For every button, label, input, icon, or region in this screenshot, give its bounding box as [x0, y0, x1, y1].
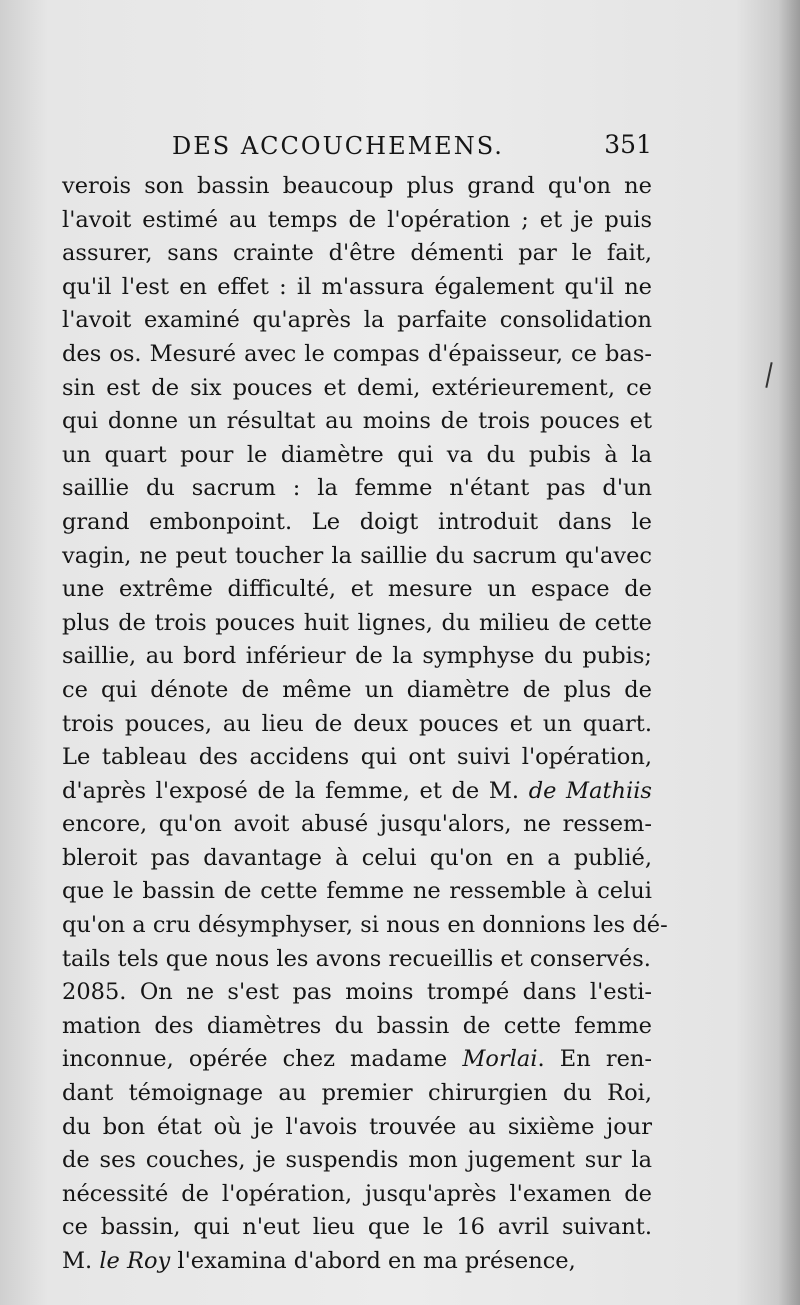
text-line: l'avoit examiné qu'après la parfaite consolidation — [62, 307, 652, 334]
text-line: qu'on a cru désymphyser, si nous en donnions les dé- — [62, 912, 668, 939]
text-segment: M. — [62, 1248, 100, 1274]
text-line: que le bassin de cette femme ne ressemble à celui — [62, 878, 652, 905]
text-segment: d'après l'exposé de la femme, et de M. — [62, 777, 529, 804]
text-line: trois pouces, au lieu de deux pouces et un quart. — [62, 710, 652, 737]
italic-name: de Mathiis — [528, 777, 652, 804]
text-line: ce qui dénote de même un diamètre de plus de — [62, 676, 652, 703]
text-line: saillie, au bord inférieur de la symphyse du pubis; — [62, 643, 652, 670]
text-line: du bon état où je l'avois trouvée au sixième jour — [62, 1113, 652, 1140]
text-line: plus de trois pouces huit lignes, du milieu de cette — [62, 609, 652, 636]
page-header — [172, 128, 652, 168]
text-line: 2085. On ne s'est pas moins trompé dans l'esti- — [62, 979, 652, 1006]
text-line: qui donne un résultat au moins de trois pouces et — [62, 408, 652, 435]
page-number: 351 — [604, 130, 652, 159]
margin-pencil-mark — [765, 362, 772, 388]
text-line: encore, qu'on avoit abusé jusqu'alors, ne ressem- — [62, 811, 652, 838]
text-line — [62, 1043, 652, 1077]
text-line: bleroit pas davantage à celui qu'on en a publié, — [62, 844, 652, 871]
body-text — [62, 170, 668, 1279]
text-line: saillie du sacrum : la femme n'étant pas d'un — [62, 475, 652, 502]
italic-name: Morlai — [462, 1046, 538, 1073]
text-line: tails tels que nous les avons recueillis et conservés. — [62, 945, 651, 972]
text-line: vagin, ne peut toucher la saillie du sacrum qu'avec — [62, 542, 652, 569]
text-line: sin est de six pouces et demi, extérieurement, ce — [62, 374, 652, 401]
text-line: Le tableau des accidens qui ont suivi l'opération, — [62, 744, 652, 771]
text-line: dant témoignage au premier chirurgien du Roi, — [62, 1080, 652, 1107]
text-line: mation des diamètres du bassin de cette femme — [62, 1012, 652, 1039]
text-line — [62, 775, 652, 809]
text-line: un quart pour le diamètre qui va du pubis à la — [62, 441, 652, 468]
text-line: nécessité de l'opération, jusqu'après l'examen de — [62, 1180, 652, 1207]
text-line: qu'il l'est en effet : il m'assura également qu'il ne — [62, 273, 652, 300]
text-line: une extrême difficulté, et mesure un espace de — [62, 576, 652, 603]
text-line — [62, 1245, 652, 1279]
text-segment: inconnue, opérée chez madame — [62, 1046, 463, 1073]
page-edge-shadow — [778, 0, 800, 1305]
running-title: DES ACCOUCHEMENS. — [172, 132, 504, 160]
italic-name: le Roy — [99, 1248, 171, 1274]
text-line: de ses couches, je suspendis mon jugement sur la — [62, 1147, 652, 1174]
text-line: assurer, sans crainte d'être démenti par le fait, — [62, 240, 652, 267]
text-line: grand embonpoint. Le doigt introduit dans le — [62, 508, 652, 535]
text-segment: l'examina d'abord en ma présence, — [170, 1248, 576, 1274]
text-line: ce bassin, qui n'eut lieu que le 16 avril suivant. — [62, 1214, 652, 1241]
text-line: verois son bassin beaucoup plus grand qu'on ne — [62, 173, 652, 199]
text-line: des os. Mesuré avec le compas d'épaisseur, ce bas- — [62, 340, 652, 367]
text-segment: . En ren- — [537, 1046, 652, 1073]
text-line: l'avoit estimé au temps de l'opération ; et je puis — [62, 206, 652, 233]
